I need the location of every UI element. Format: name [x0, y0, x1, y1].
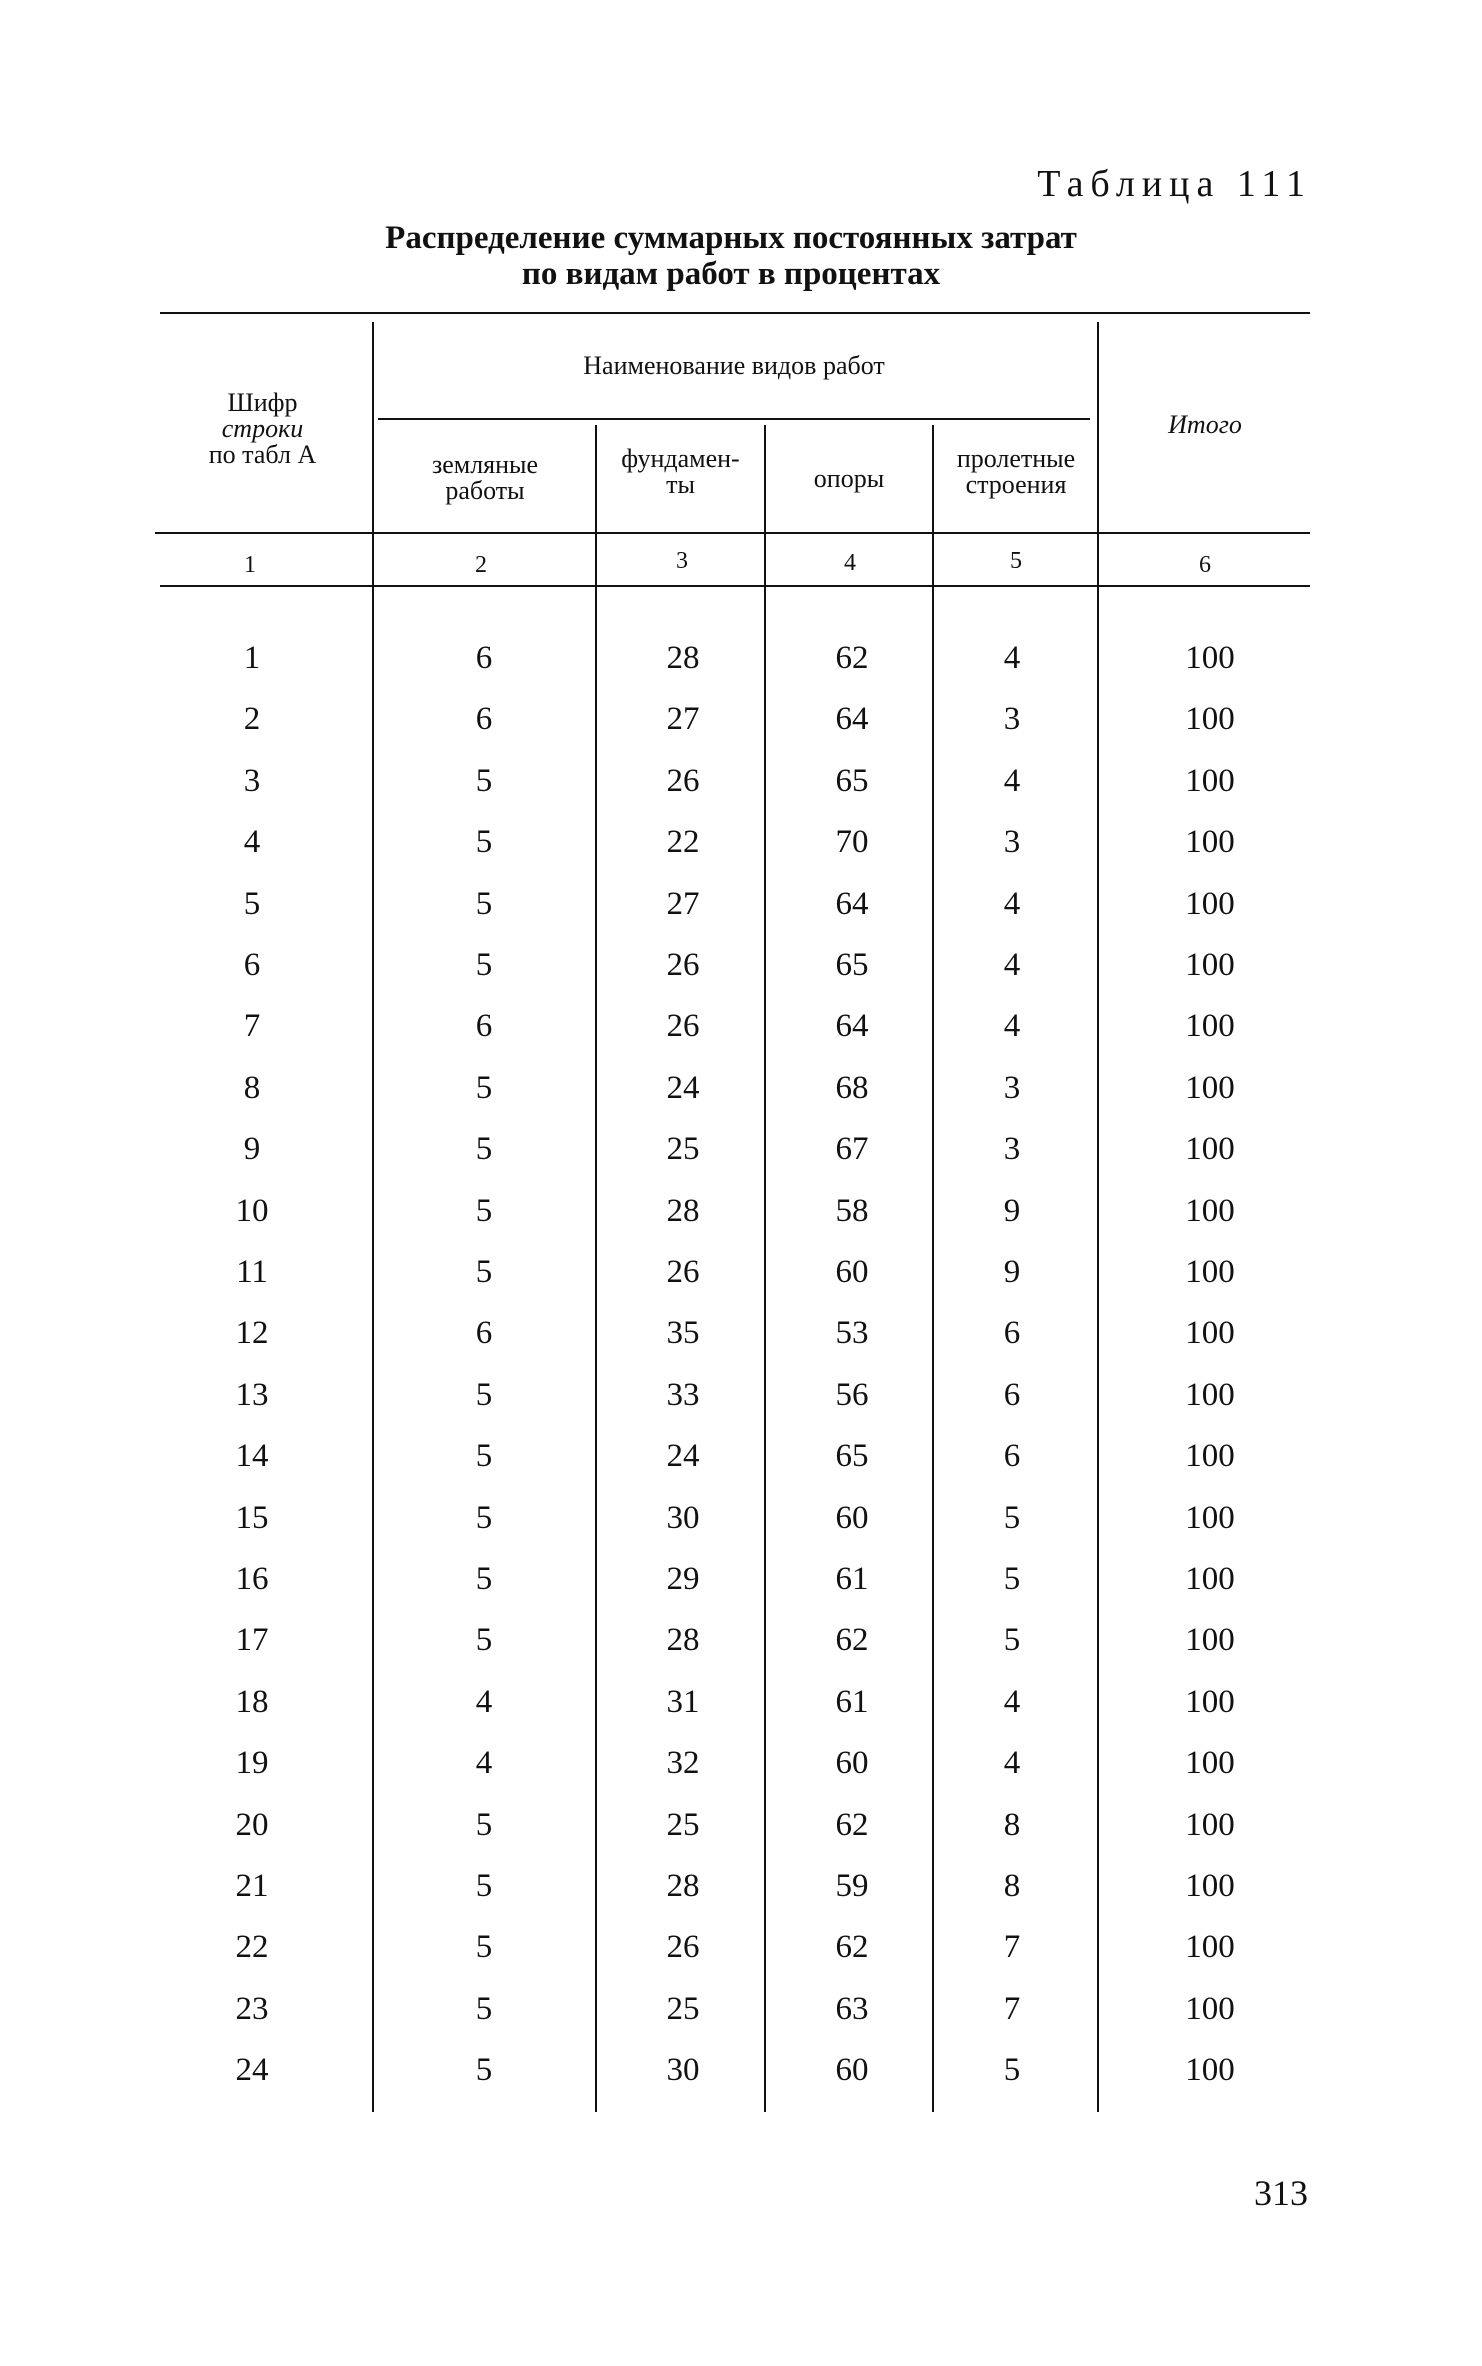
table-cell: 100 — [1185, 1008, 1235, 1044]
table-cell: 4 — [1003, 763, 1021, 799]
table-cell: 26 — [666, 947, 700, 983]
header-foundations-line-2: ты — [666, 470, 695, 499]
table-cell: 65 — [835, 1438, 869, 1474]
table-cell: 4 — [243, 824, 261, 860]
table-cell: 8 — [1003, 1807, 1021, 1843]
table-cell: 100 — [1185, 763, 1235, 799]
column-number-3: 3 — [676, 548, 688, 574]
table-cell: 25 — [666, 1131, 700, 1167]
table-cell: 14 — [235, 1438, 269, 1474]
table-cell: 100 — [1185, 1254, 1235, 1290]
table-cell: 11 — [236, 1254, 268, 1290]
table-cell: 100 — [1185, 1807, 1235, 1843]
table-cell: 5 — [475, 1254, 493, 1290]
table-cell: 24 — [666, 1438, 700, 1474]
table-cell: 62 — [835, 640, 869, 676]
header-code-line-2: строки — [221, 414, 304, 443]
table-cell: 100 — [1185, 1070, 1235, 1106]
table-cell: 100 — [1185, 701, 1235, 737]
table-cell: 58 — [835, 1193, 869, 1229]
header-spans-line-1: пролетные — [956, 444, 1076, 473]
table-cell: 5 — [475, 1193, 493, 1229]
table-cell: 8 — [1003, 1868, 1021, 1904]
table-cell: 100 — [1185, 1438, 1235, 1474]
table-cell: 100 — [1185, 1929, 1235, 1965]
table-cell: 62 — [835, 1807, 869, 1843]
table-cell: 26 — [666, 1929, 700, 1965]
table-cell: 33 — [666, 1377, 700, 1413]
table-cell: 6 — [1003, 1315, 1021, 1351]
header-spans-line-2: строения — [965, 470, 1067, 499]
column-divider-4 — [932, 425, 934, 2112]
table-cell: 5 — [475, 1622, 493, 1658]
table-cell: 5 — [475, 2052, 493, 2088]
column-number-2: 2 — [475, 552, 487, 578]
table-cell: 30 — [666, 1500, 700, 1536]
page-number: 313 — [1254, 2173, 1308, 2213]
table-cell: 63 — [835, 1991, 869, 2027]
table-cell: 25 — [666, 1807, 700, 1843]
table-cell: 5 — [475, 763, 493, 799]
table-cell: 30 — [666, 2052, 700, 2088]
table-cell: 68 — [835, 1070, 869, 1106]
table-cell: 21 — [235, 1868, 269, 1904]
table-cell: 5 — [475, 1929, 493, 1965]
table-cell: 27 — [666, 886, 700, 922]
table-cell: 19 — [235, 1745, 269, 1781]
table-cell: 100 — [1185, 1193, 1235, 1229]
table-cell: 6 — [1003, 1377, 1021, 1413]
table-cell: 5 — [1003, 1500, 1021, 1536]
table-cell: 7 — [1003, 1991, 1021, 2027]
table-cell: 100 — [1185, 1745, 1235, 1781]
table-cell: 53 — [835, 1315, 869, 1351]
column-divider-3 — [764, 425, 766, 2112]
table-cell: 7 — [243, 1008, 261, 1044]
table-cell: 9 — [1003, 1254, 1021, 1290]
table-cell: 4 — [1003, 1008, 1021, 1044]
table-cell: 32 — [666, 1745, 700, 1781]
table-cell: 100 — [1185, 1315, 1235, 1351]
table-cell: 100 — [1185, 1868, 1235, 1904]
table-cell: 100 — [1185, 640, 1235, 676]
table-cell: 18 — [235, 1684, 269, 1720]
table-cell: 100 — [1185, 1991, 1235, 2027]
table-cell: 26 — [666, 1254, 700, 1290]
table-cell: 24 — [235, 2052, 269, 2088]
table-cell: 5 — [1003, 1622, 1021, 1658]
table-cell: 28 — [666, 1622, 700, 1658]
table-cell: 26 — [666, 1008, 700, 1044]
column-divider-2 — [595, 425, 597, 2112]
table-cell: 4 — [1003, 1684, 1021, 1720]
table-cell: 62 — [835, 1929, 869, 1965]
table-cell: 3 — [1003, 701, 1021, 737]
table-cell: 28 — [666, 640, 700, 676]
table-cell: 64 — [835, 1008, 869, 1044]
table-cell: 62 — [835, 1622, 869, 1658]
table-cell: 5 — [475, 824, 493, 860]
table-label: Таблица 111 — [1037, 163, 1312, 205]
table-cell: 25 — [666, 1991, 700, 2027]
column-number-4: 4 — [844, 550, 856, 576]
table-cell: 3 — [1003, 824, 1021, 860]
table-cell: 6 — [1003, 1438, 1021, 1474]
table-cell: 5 — [475, 1377, 493, 1413]
column-number-6: 6 — [1199, 552, 1211, 578]
table-cell: 65 — [835, 947, 869, 983]
table-cell: 28 — [666, 1868, 700, 1904]
column-number-1: 1 — [244, 552, 256, 578]
table-cell: 23 — [235, 1991, 269, 2027]
table-cell: 61 — [835, 1561, 869, 1597]
table-cell: 5 — [475, 1868, 493, 1904]
table-cell: 59 — [835, 1868, 869, 1904]
group-header-rule — [378, 418, 1090, 420]
header-code-line-3: по табл А — [208, 440, 317, 469]
table-cell: 100 — [1185, 1684, 1235, 1720]
column-divider-5 — [1097, 322, 1099, 2112]
table-cell: 5 — [475, 1500, 493, 1536]
table-cell: 5 — [1003, 1561, 1021, 1597]
table-cell: 5 — [475, 1070, 493, 1106]
table-cell: 24 — [666, 1070, 700, 1106]
table-cell: 100 — [1185, 1131, 1235, 1167]
table-cell: 4 — [475, 1745, 493, 1781]
table-cell: 6 — [475, 640, 493, 676]
table-cell: 26 — [666, 763, 700, 799]
table-cell: 20 — [235, 1807, 269, 1843]
header-total: Итого — [1168, 410, 1242, 439]
header-earthworks-line-1: земляные — [431, 450, 539, 479]
table-cell: 31 — [666, 1684, 700, 1720]
table-cell: 5 — [243, 886, 261, 922]
header-bottom-rule — [155, 532, 1310, 534]
table-cell: 27 — [666, 701, 700, 737]
table-cell: 3 — [243, 763, 261, 799]
table-cell: 29 — [666, 1561, 700, 1597]
table-cell: 3 — [1003, 1131, 1021, 1167]
header-supports: опоры — [813, 464, 885, 493]
table-cell: 3 — [1003, 1070, 1021, 1106]
table-title-line-2: по видам работ в процентах — [521, 256, 941, 292]
table-cell: 1 — [243, 640, 261, 676]
table-cell: 22 — [666, 824, 700, 860]
table-cell: 22 — [235, 1929, 269, 1965]
table-cell: 67 — [835, 1131, 869, 1167]
table-cell: 100 — [1185, 1622, 1235, 1658]
table-cell: 4 — [1003, 886, 1021, 922]
table-cell: 100 — [1185, 2052, 1235, 2088]
table-cell: 2 — [243, 701, 261, 737]
table-cell: 100 — [1185, 886, 1235, 922]
table-cell: 10 — [235, 1193, 269, 1229]
table-title-line-1: Распределение суммарных постоянных затрат — [385, 220, 1077, 256]
table-cell: 16 — [235, 1561, 269, 1597]
table-top-rule — [160, 312, 1310, 314]
table-cell: 64 — [835, 886, 869, 922]
table-cell: 70 — [835, 824, 869, 860]
header-foundations-line-1: фундамен- — [621, 444, 740, 473]
table-cell: 9 — [1003, 1193, 1021, 1229]
table-cell: 8 — [243, 1070, 261, 1106]
table-cell: 64 — [835, 701, 869, 737]
table-cell: 6 — [243, 947, 261, 983]
header-code-line-1: Шифр — [227, 388, 298, 417]
table-cell: 56 — [835, 1377, 869, 1413]
table-cell: 5 — [475, 1438, 493, 1474]
table-cell: 13 — [235, 1377, 269, 1413]
table-cell: 5 — [475, 1807, 493, 1843]
table-cell: 60 — [835, 1745, 869, 1781]
table-cell: 60 — [835, 1500, 869, 1536]
table-cell: 5 — [475, 1131, 493, 1167]
table-cell: 5 — [475, 886, 493, 922]
table-cell: 4 — [1003, 947, 1021, 983]
table-cell: 5 — [475, 1991, 493, 2027]
table-cell: 5 — [1003, 2052, 1021, 2088]
column-divider-1 — [372, 322, 374, 2112]
table-cell: 60 — [835, 2052, 869, 2088]
table-cell: 5 — [475, 947, 493, 983]
column-number-5: 5 — [1010, 548, 1022, 574]
table-cell: 9 — [243, 1131, 261, 1167]
table-cell: 35 — [666, 1315, 700, 1351]
table-cell: 7 — [1003, 1929, 1021, 1965]
table-cell: 12 — [235, 1315, 269, 1351]
table-cell: 100 — [1185, 1377, 1235, 1413]
table-cell: 4 — [1003, 1745, 1021, 1781]
table-cell: 5 — [475, 1561, 493, 1597]
table-cell: 6 — [475, 1008, 493, 1044]
table-cell: 4 — [475, 1684, 493, 1720]
table-cell: 6 — [475, 701, 493, 737]
table-cell: 4 — [1003, 640, 1021, 676]
table-cell: 100 — [1185, 824, 1235, 860]
table-cell: 65 — [835, 763, 869, 799]
table-cell: 28 — [666, 1193, 700, 1229]
table-cell: 60 — [835, 1254, 869, 1290]
header-work-types-group: Наименование видов работ — [583, 351, 885, 380]
table-cell: 15 — [235, 1500, 269, 1536]
table-cell: 17 — [235, 1622, 269, 1658]
table-cell: 100 — [1185, 1500, 1235, 1536]
column-numbers-rule — [160, 585, 1310, 587]
table-cell: 100 — [1185, 1561, 1235, 1597]
table-cell: 6 — [475, 1315, 493, 1351]
header-earthworks-line-2: работы — [445, 476, 525, 505]
table-cell: 100 — [1185, 947, 1235, 983]
table-cell: 61 — [835, 1684, 869, 1720]
